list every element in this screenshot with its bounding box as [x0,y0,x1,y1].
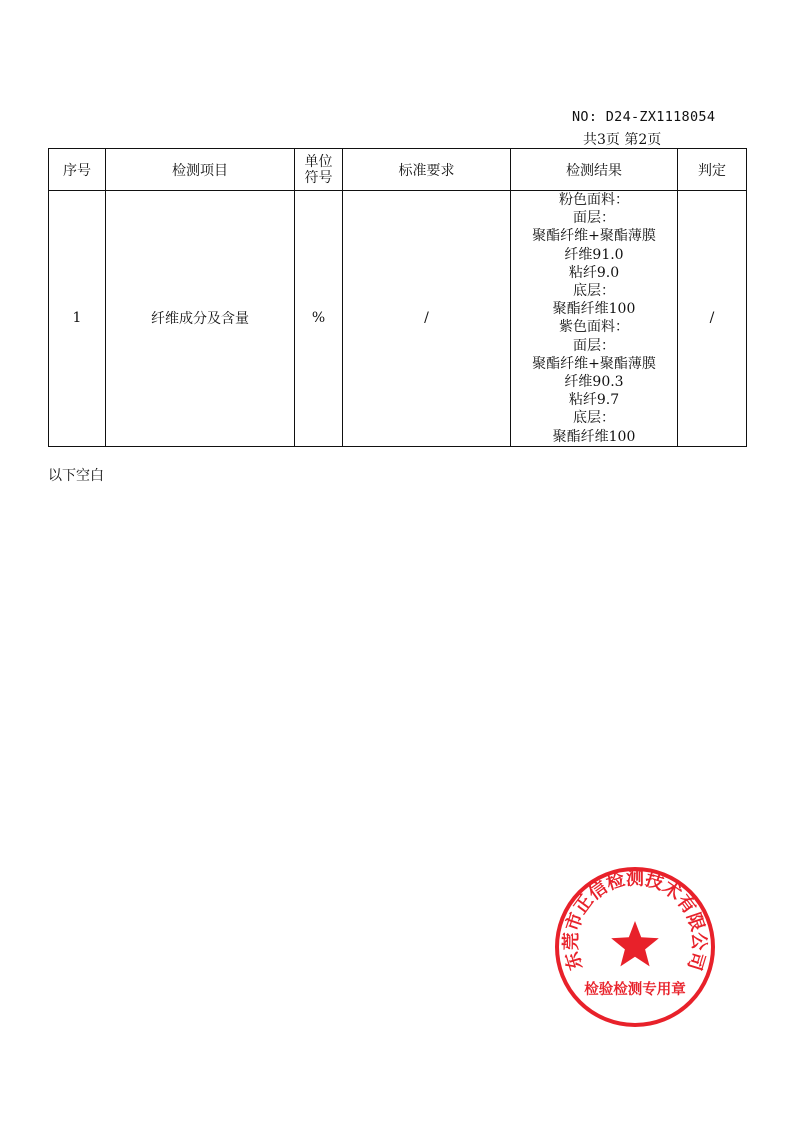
page-info: 共3页 第2页 [583,132,662,148]
result-line: 底层： [573,283,615,300]
test-results-table [48,148,747,447]
header-unit-line2: 符号 [304,169,333,186]
result-line: 聚酯纤维+聚酯薄膜 [532,228,656,245]
result-line: 聚酯纤维100 [552,301,636,318]
result-line: 粉色面料： [559,192,629,208]
result-line: 面层： [573,210,615,227]
result-line: 纤维91.0 [564,246,624,263]
header-seq: 序号 [49,149,106,191]
header-standard: 标准要求 [343,149,511,191]
result-line: 面层： [573,337,615,354]
result-line: 聚酯纤维100 [552,428,636,445]
star-icon [611,921,659,966]
cell-standard: / [343,191,511,447]
cell-judgment: / [678,191,747,447]
seal-company-text [561,868,709,973]
result-line: 粘纤9.7 [568,392,620,409]
result-line: 纤维90.3 [564,374,624,391]
header-result: 检测结果 [511,149,678,191]
table-header-row [49,149,747,191]
header-unit-line1: 单位 [304,153,333,170]
result-line: 粘纤9.0 [568,264,620,281]
cell-item: 纤维成分及含量 [106,191,295,447]
header-item: 检测项目 [106,149,295,191]
cell-result [511,191,678,447]
company-seal [553,865,717,1029]
report-number: NO: D24-ZX1118054 [572,109,716,125]
header-unit [295,149,343,191]
result-line: 紫色面料： [559,319,629,336]
header-judgment: 判定 [678,149,747,191]
result-line: 底层： [573,410,615,427]
cell-unit: % [295,191,343,447]
seal-company-path: 东莞市正信检测技术有限公司 [560,868,710,973]
seal-purpose-text: 检验检测专用章 [584,982,686,998]
result-line: 聚酯纤维+聚酯薄膜 [532,355,656,372]
cell-seq: 1 [49,191,106,447]
table-row [49,191,747,447]
blank-below-note: 以下空白 [48,468,104,484]
